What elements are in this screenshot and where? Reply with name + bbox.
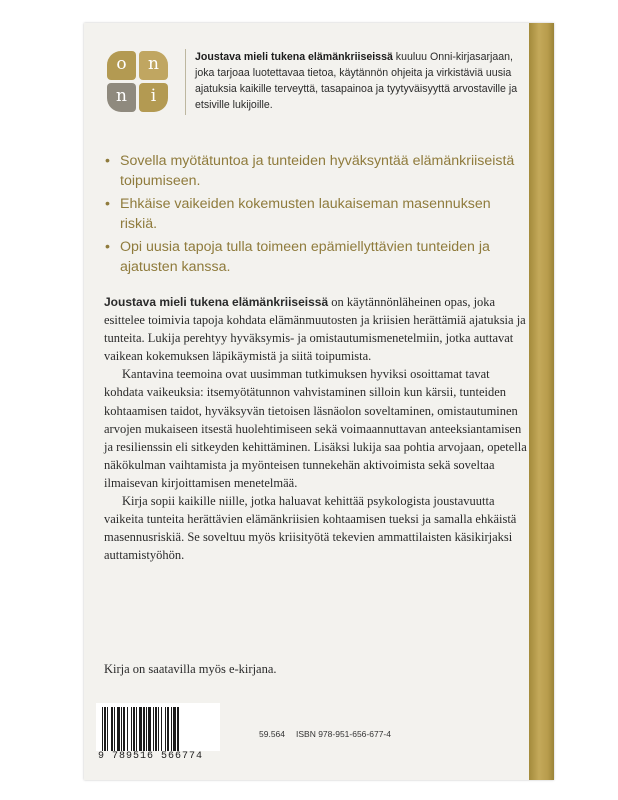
logo-tile-1: o (107, 51, 136, 80)
logo-tile-3: n (107, 83, 136, 112)
isbn-label: ISBN 978-951-656-677-4 (296, 729, 391, 739)
benefit-list (104, 152, 524, 281)
logo-tile-2: n (139, 51, 168, 80)
list-item (104, 238, 524, 277)
intro-title: Joustava mieli tukena elämänkriiseissä (195, 51, 393, 63)
series-intro (195, 49, 525, 113)
blurb-title: Joustava mieli tukena elämänkriiseissä (104, 295, 329, 309)
bullet-marker: • (105, 196, 110, 212)
bullet-text: Ehkäise vaikeiden kokemusten laukaiseman masennuksen riskiä. (120, 196, 491, 232)
bullet-text: Opi uusia tapoja tulla toimeen epämiellyttävien tunteiden ja ajatusten kanssa. (120, 239, 490, 275)
barcode (96, 703, 220, 763)
list-item (104, 152, 524, 191)
onni-logo (107, 51, 169, 113)
bullet-marker: • (105, 239, 110, 255)
blurb-paragraph-1 (104, 293, 528, 365)
blurb-paragraph-3: Kirja sopii kaikille niille, jotka haluavat kehittää psykologista joustavuutta vaikeita tunteita herättävien elämänkriisien kohtaamisen tueksi ja samalla ehkäistä masennusriskiä. Se soveltuu myös kriisityötä tekevien ammattilaisten käsikirjaksi auttamistyöhön. (104, 494, 517, 563)
product-code: 59.564 (259, 729, 285, 739)
blurb-body (104, 293, 528, 564)
intro-text: kuuluu Onni-kirjasarjaan, joka tarjoaa luotettavaa tietoa, käytännön ohjeita ja virkistäviä uusia ajatuksia kaikille terveyttä, tasapainoa ja tyytyväisyyttä arvostaville ja etsiville lukijoille. (195, 51, 518, 111)
logo-tile-4: i (139, 83, 168, 112)
blurb-p1-text: on käytännönläheinen opas, joka esittelee toimivia tapoja kohdata elämänmuutosten ja kriisien herättämiä ajatuksia ja tunteita. Lukija perehtyy hyväksymis- ja omistautumismenetelmiin, jotka auttavat vaikean kokemuksen läpikäymistä ja siitä toipumista. (104, 295, 526, 364)
logo-divider (185, 49, 186, 115)
barcode-digits: 9 789516 566774 (96, 751, 222, 762)
blurb-paragraph-2: Kantavina teemoina ovat uusimman tutkimuksen hyviksi osoittamat tavat kohdata vaikeuksia: itsemyötätunnon vahvistaminen silloin kun kärsii, tunteiden kohtaamisen taidot, hyväksyvän tietoisen läsnäolon soveltaminen, omistautuminen arvojen mukaiseen itsestä huolehtimiseen sekä voimaannuttavan anteeksiantamisen ja resilienssin eli sitkeyden kehittäminen. Lisäksi lukija saa pohtia arvojaan, opetella näkökulman vaihtamista ja myönteisen tunnekehän aktivoimista sekä soveltaa ilmaisevan kirjoittamisen menetelmää. (104, 367, 527, 490)
bullet-text: Sovella myötätuntoa ja tunteiden hyväksyntää elämänkriiseistä toipumiseen. (120, 153, 515, 189)
bullet-marker: • (105, 153, 110, 169)
book-spine (529, 23, 554, 780)
list-item (104, 195, 524, 234)
ebook-note: Kirja on saatavilla myös e-kirjana. (104, 662, 277, 676)
